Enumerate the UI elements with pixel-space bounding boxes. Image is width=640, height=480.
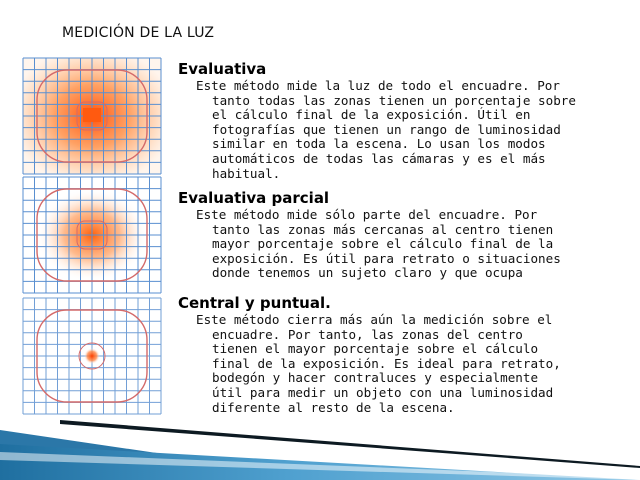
section-evaluativa [178, 60, 628, 181]
section-central-puntual [178, 294, 628, 415]
section-text: Este método mide la luz de todo el encuadre. Por tanto todas las zonas tienen un porcentaje sobre el cálculo final de la exposición. Útil en fotografías que tienen un rango de luminosidad similar en toda la escena. Lo usan los modos automáticos de todas las cámaras y es el más habitual. [196, 78, 576, 181]
section-heading: Central y puntual. [178, 294, 331, 312]
evaluative-metering-diagram [21, 56, 163, 176]
section-evaluativa-parcial [178, 189, 628, 281]
section-text: Este método cierra más aún la medición sobre el encuadre. Por tanto, las zonas del centro tienen el mayor porcentaje sobre el cálculo final de la exposición. Es ideal para retrato, bodegón y hacer contraluces y especialmente útil para medir un objeto con una luminosidad diferente al resto de la escena. [196, 312, 561, 415]
slide-title: MEDICIÓN DE LA LUZ [62, 25, 215, 41]
section-heading: Evaluativa parcial [178, 189, 330, 207]
center-spot-metering-diagram [21, 296, 163, 416]
section-text: Este método mide sólo parte del encuadre. Por tanto las zonas más cercanas al centro tienen mayor porcentaje sobre el cálculo final de la exposición. Es útil para retrato o situaciones donde tenemos un sujeto claro y que ocupa [196, 207, 561, 281]
partial-metering-diagram [21, 175, 163, 295]
section-heading: Evaluativa [178, 60, 267, 78]
footer-swoosh-decoration [0, 400, 640, 480]
